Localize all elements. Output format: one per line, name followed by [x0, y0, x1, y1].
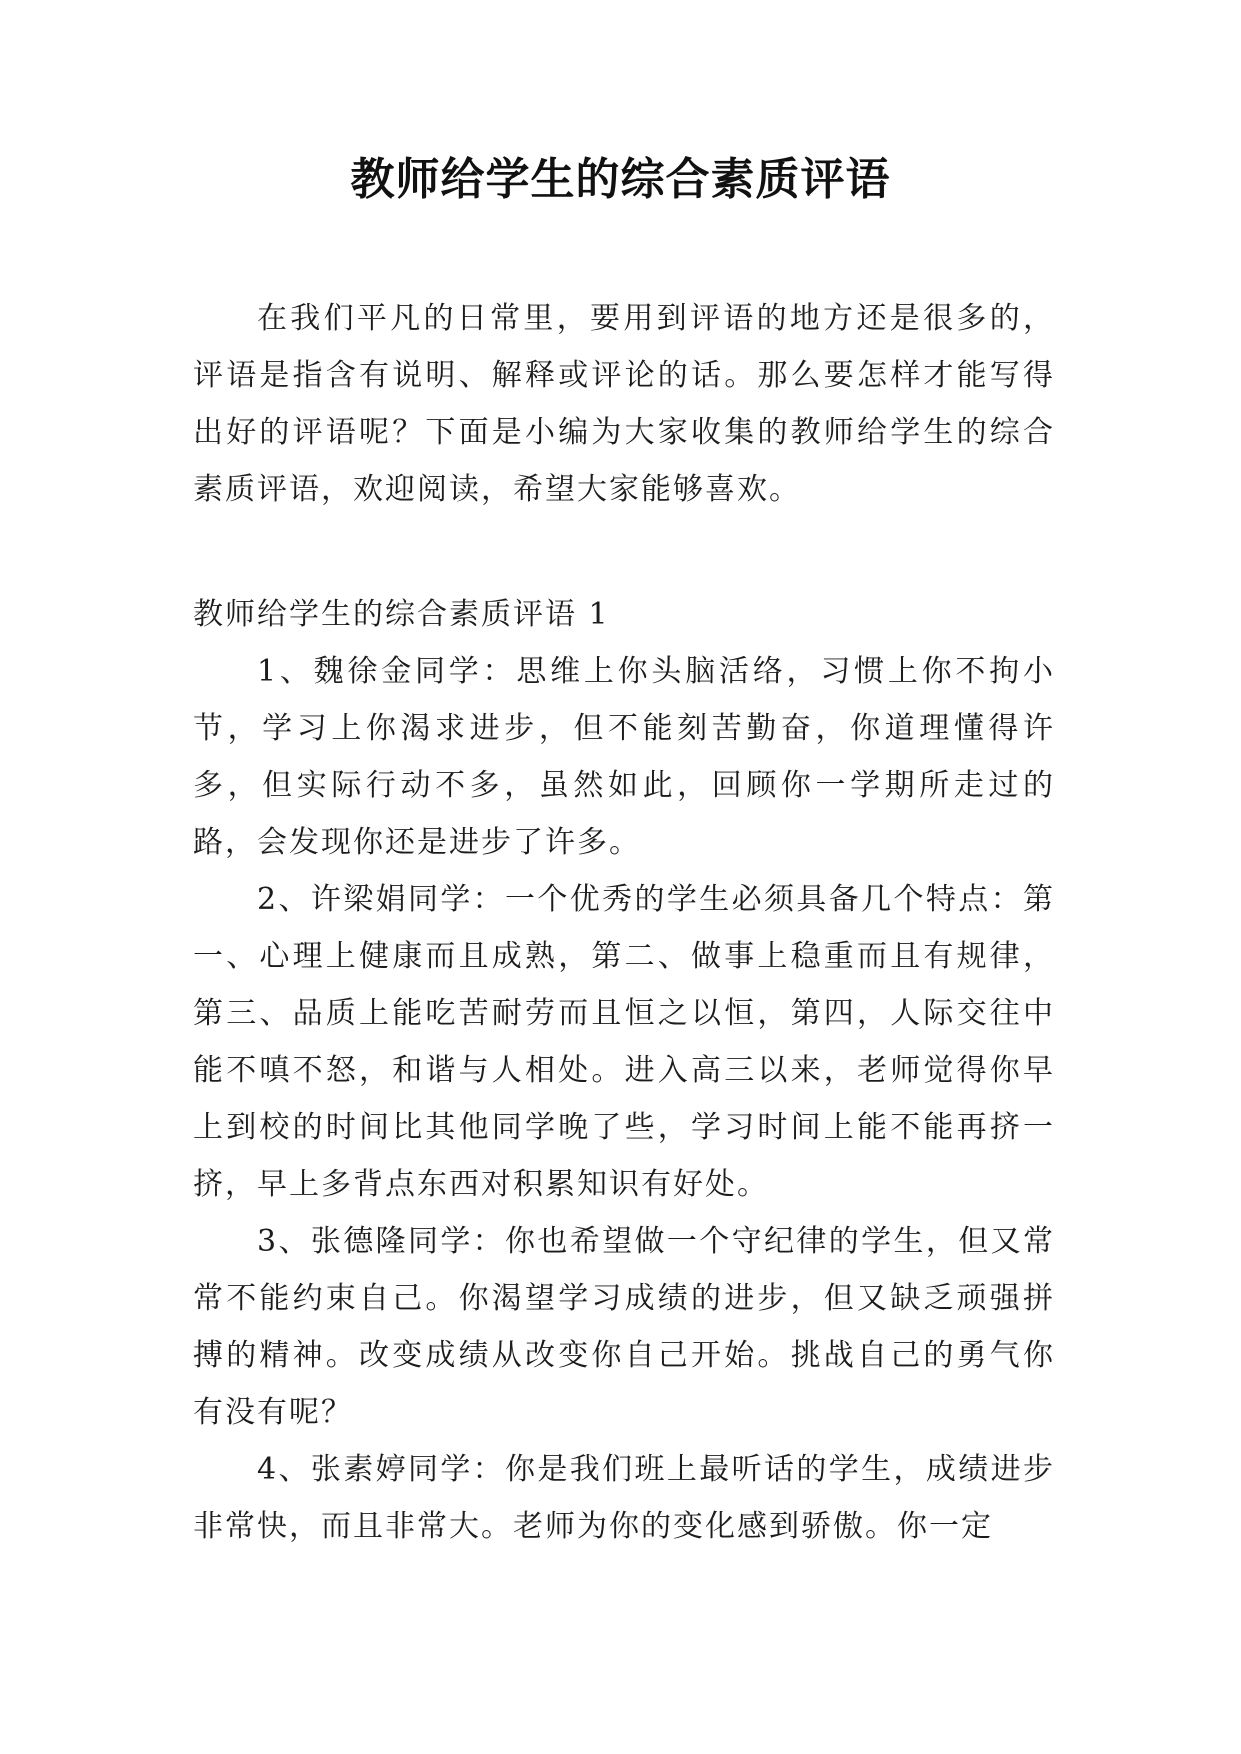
comment-paragraph-2: 2、许梁娟同学：一个优秀的学生必须具备几个特点：第一、心理上健康而且成熟，第二、做事上稳重而且有规律，第三、品质上能吃苦耐劳而且恒之以恒，第四，人际交往中能不嗔不怒，和谐与人相处。进入高三以来，老师觉得你早上到校的时间比其他同学晚了些，学习时间上能不能再挤一挤，早上多背点东西对积累知识有好处。	[193, 882, 1055, 1202]
comment-paragraph-3: 3、张德隆同学：你也希望做一个守纪律的学生，但又常常不能约束自己。你渴望学习成绩的进步，但又缺乏顽强拼搏的精神。改变成绩从改变你自己开始。挑战自己的勇气你有没有呢？	[193, 1224, 1055, 1430]
comment-paragraph-4: 4、张素婷同学：你是我们班上最听话的学生，成绩进步非常快，而且非常大。老师为你的变化感到骄傲。你一定	[193, 1452, 1055, 1544]
comment-paragraph-1: 1、魏徐金同学：思维上你头脑活络，习惯上你不拘小节，学习上你渴求进步，但不能刻苦勤奋，你道理懂得许多，但实际行动不多，虽然如此，回顾你一学期所走过的路，会发现你还是进步了许多。	[193, 654, 1055, 860]
comments-list	[193, 643, 1055, 1555]
document-title: 教师给学生的综合素质评语	[350, 154, 891, 205]
section-heading: 教师给学生的综合素质评语 1	[193, 597, 610, 632]
intro-section	[193, 290, 1055, 518]
intro-paragraph: 在我们平凡的日常里，要用到评语的地方还是很多的，评语是指含有说明、解释或评论的话。那么要怎样才能写得出好的评语呢？下面是小编为大家收集的教师给学生的综合素质评语，欢迎阅读，希望大家能够喜欢。	[193, 301, 1055, 507]
